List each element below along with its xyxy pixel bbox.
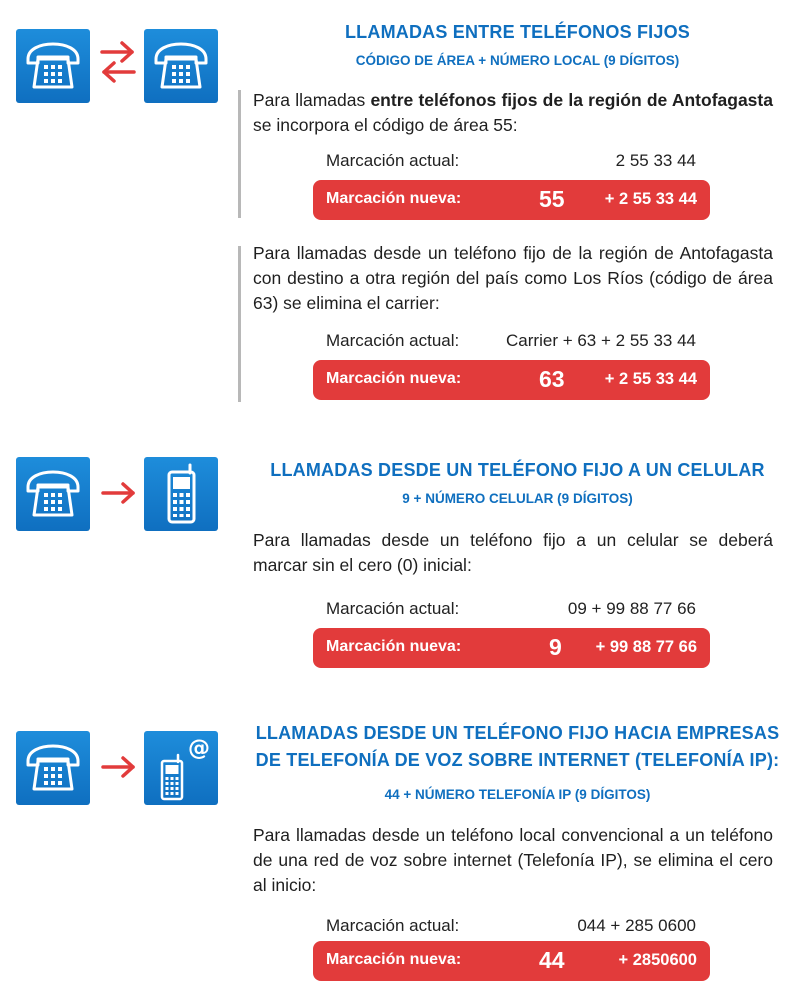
landline-phone-icon bbox=[16, 29, 90, 103]
current-dialing-label: Marcación actual: bbox=[326, 151, 460, 170]
divider bbox=[238, 246, 241, 402]
current-dialing-label: Marcación actual: bbox=[326, 916, 460, 935]
divider bbox=[238, 90, 241, 218]
mobile-phone-icon bbox=[144, 457, 218, 531]
paragraph bbox=[253, 88, 773, 138]
paragraph: Para llamadas desde un teléfono fijo a un celular se deberá marcar sin el cero (0) inicial: bbox=[253, 530, 773, 575]
new-dialing-label: Marcación nueva: bbox=[326, 190, 462, 207]
section-title: DE TELEFONÍA DE VOZ SOBRE INTERNET (TELEFONÍA IP): bbox=[255, 750, 780, 770]
ip-phone-icon bbox=[144, 731, 218, 805]
new-dialing-label: Marcación nueva: bbox=[326, 370, 462, 387]
new-dialing-number: + 2 55 33 44 bbox=[604, 370, 697, 388]
section-title: LLAMADAS ENTRE TELÉFONOS FIJOS bbox=[344, 22, 690, 42]
section-subtitle: CÓDIGO DE ÁREA + NÚMERO LOCAL (9 DÍGITOS) bbox=[355, 53, 680, 68]
paragraph-text: Para llamadas bbox=[253, 90, 371, 110]
section-title: LLAMADAS DESDE UN TELÉFONO FIJO HACIA EMPRESAS bbox=[255, 723, 780, 743]
prefix-code: 44 bbox=[539, 947, 565, 973]
landline-phone-icon bbox=[16, 731, 90, 805]
svg-text:@: @ bbox=[188, 736, 210, 761]
new-dialing-number: + 2 55 33 44 bbox=[604, 190, 697, 208]
new-dialing-bar bbox=[313, 360, 710, 400]
new-dialing-number: + 2850600 bbox=[618, 951, 697, 969]
area-code: 55 bbox=[539, 186, 565, 212]
paragraph: Para llamadas desde un teléfono local convencional a un teléfono de una red de voz sobre internet (Telefonía IP), se elimina el cero al inicio: bbox=[253, 825, 773, 895]
current-dialing-value: 2 55 33 44 bbox=[615, 151, 696, 170]
new-dialing-label: Marcación nueva: bbox=[326, 951, 462, 968]
prefix-code: 9 bbox=[549, 634, 562, 660]
paragraph: Para llamadas desde un teléfono fijo de la región de Antofagasta con destino a otra región del país como Los Ríos (código de área 63) se elimina el carrier: bbox=[253, 243, 773, 313]
landline-phone-icon bbox=[16, 457, 90, 531]
area-code: 63 bbox=[539, 366, 565, 392]
paragraph-text: se incorpora el código de área 55: bbox=[253, 115, 518, 135]
current-dialing-label: Marcación actual: bbox=[326, 599, 460, 618]
new-dialing-label: Marcación nueva: bbox=[326, 638, 462, 655]
current-dialing-value: 044 + 285 0600 bbox=[577, 916, 696, 935]
section-title: LLAMADAS DESDE UN TELÉFONO FIJO A UN CELULAR bbox=[270, 460, 765, 480]
section-subtitle: 44 + NÚMERO TELEFONÍA IP (9 DÍGITOS) bbox=[384, 787, 651, 802]
paragraph-bold: entre teléfonos fijos de la región de Antofagasta bbox=[370, 90, 773, 110]
new-dialing-number: + 99 88 77 66 bbox=[595, 638, 697, 656]
landline-phone-icon bbox=[144, 29, 218, 103]
new-dialing-bar bbox=[313, 180, 710, 220]
new-dialing-bar bbox=[313, 941, 710, 981]
current-dialing-value: Carrier + 63 + 2 55 33 44 bbox=[506, 331, 696, 350]
section-subtitle: 9 + NÚMERO CELULAR (9 DÍGITOS) bbox=[402, 491, 633, 506]
current-dialing-value: 09 + 99 88 77 66 bbox=[567, 599, 696, 618]
current-dialing-label: Marcación actual: bbox=[326, 331, 460, 350]
new-dialing-bar bbox=[313, 628, 710, 668]
